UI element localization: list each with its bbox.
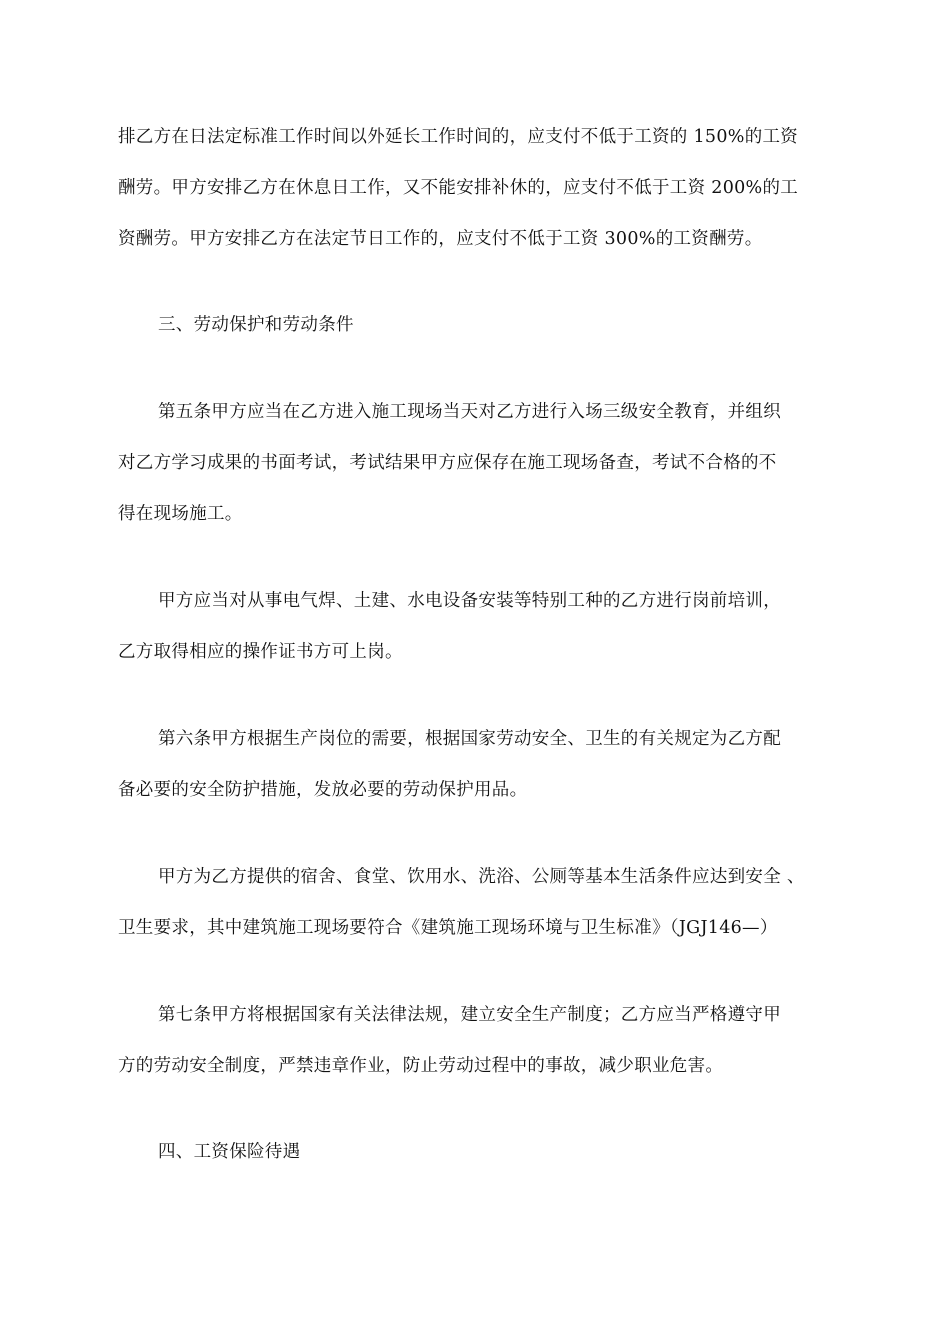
paragraph-line: 对乙方学习成果的书面考试，考试结果甲方应保存在施工现场备查，考试不合格的不 bbox=[118, 453, 777, 473]
paragraph-line: 乙方取得相应的操作证书方可上岗。 bbox=[118, 642, 403, 662]
paragraph-line: 第六条甲方根据生产岗位的需要，根据国家劳动安全、卫生的有关规定为乙方配 bbox=[158, 729, 781, 749]
section-heading-4: 四、工资保险待遇 bbox=[158, 1142, 301, 1162]
paragraph-line: 资酬劳。甲方安排乙方在法定节日工作的，应支付不低于工资 300%的工资酬劳。 bbox=[118, 229, 763, 249]
paragraph-line: 备必要的安全防护措施，发放必要的劳动保护用品。 bbox=[118, 780, 528, 800]
paragraph-line: 酬劳。甲方安排乙方在休息日工作，又不能安排补休的，应支付不低于工资 200%的工 bbox=[118, 178, 799, 198]
paragraph-line: 第五条甲方应当在乙方进入施工现场当天对乙方进行入场三级安全教育，并组织 bbox=[158, 402, 781, 422]
paragraph-line: 甲方为乙方提供的宿舍、食堂、饮用水、洗浴、公厕等基本生活条件应达到安全 、 bbox=[158, 867, 805, 887]
paragraph-line: 第七条甲方将根据国家有关法律法规，建立安全生产制度；乙方应当严格遵守甲 bbox=[158, 1005, 781, 1025]
paragraph-line: 得在现场施工。 bbox=[118, 504, 243, 524]
paragraph-line: 甲方应当对从事电气焊、土建、水电设备安装等特别工种的乙方进行岗前培训， bbox=[158, 591, 781, 611]
paragraph-line: 排乙方在日法定标准工作时间以外延长工作时间的，应支付不低于工资的 150%的工资 bbox=[118, 127, 799, 147]
paragraph-line: 方的劳动安全制度，严禁违章作业，防止劳动过程中的事故，减少职业危害。 bbox=[118, 1056, 724, 1076]
section-heading-3: 三、劳动保护和劳动条件 bbox=[158, 315, 354, 335]
paragraph-line: 卫生要求，其中建筑施工现场要符合《建筑施工现场环境与卫生标准》（JGJ146—） bbox=[118, 918, 778, 938]
